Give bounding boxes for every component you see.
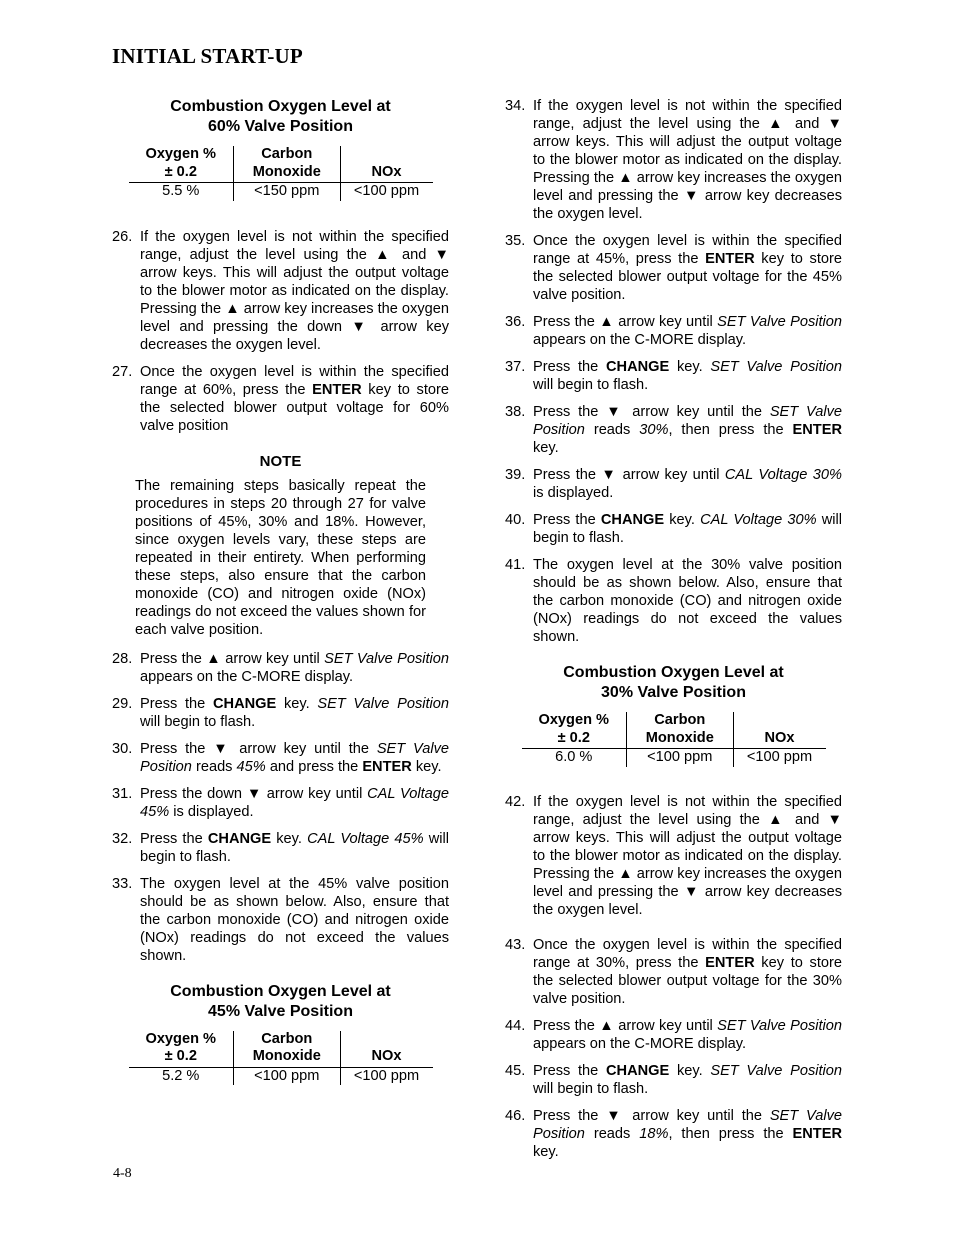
step-32: 32. Press the CHANGE key. CAL Voltage 45% will begin to flash.	[112, 830, 450, 865]
table-title-line2: 45% Valve Position	[208, 1002, 353, 1020]
left-column	[112, 97, 449, 1085]
table-title-line1: Combustion Oxygen Level at	[170, 98, 391, 115]
step-27: 27. Once the oxygen level is within the specified range at 60%, press the ENTER key to store the selected blower output voltage for 60% valve position	[112, 363, 449, 434]
cell-nox: <100 ppm	[340, 1067, 432, 1085]
step-42: 42. If the oxygen level is not within the specified range, adjust the level using the ▲ and ▼ arrow keys. This will adjust the output voltage to the blower motor as indicated on the display. Pressing the ▲ arrow key increases the oxygen level and pressing the ▼ arrow key decreases the oxygen level.	[505, 793, 842, 918]
cell-oxygen: 6.0 %	[555, 749, 593, 765]
step-30: 30. Press the ▼ arrow key until the SET Valve Position reads 45% and press the ENTER key.	[112, 740, 449, 775]
table-row	[129, 1067, 433, 1085]
table-title-line1: Combustion Oxygen Level at	[170, 982, 391, 1000]
table-title	[112, 97, 449, 137]
step-34: 34. If the oxygen level is not within the specified range, adjust the level using the ▲ and ▼ arrow keys. This will adjust the output voltage to the blower motor as indicated on the display. Pressing the ▲ arrow key increases the oxygen level and pressing the ▼ arrow key decreases the oxygen level.	[505, 98, 842, 222]
steps-list	[112, 650, 449, 965]
step-38: 38. Press the ▼ arrow key until the SET Valve Position reads 30%, then press the ENTER key.	[505, 404, 842, 456]
header-oxygen: Oxygen % ± 0.2	[129, 146, 234, 183]
step-43: 43. Once the oxygen level is within the specified range at 30%, press the ENTER key to store the selected blower output voltage for the 30% valve position.	[505, 936, 842, 1007]
header-nox: NOx	[340, 1031, 432, 1068]
page-title: INITIAL START-UP	[112, 44, 303, 68]
table-header-row	[129, 1031, 433, 1068]
data-table	[129, 146, 433, 201]
header-nox: NOx	[733, 712, 825, 749]
cell-nox: <100 ppm	[733, 749, 825, 767]
step-31: 31. Press the down ▼ arrow key until CAL Voltage 45% is displayed.	[112, 785, 450, 820]
table-title-line1: Combustion Oxygen Level at	[563, 664, 784, 681]
step-44: 44. Press the ▲ arrow key until SET Valve Position appears on the C-MORE display.	[505, 1017, 843, 1052]
note-heading: NOTE	[259, 452, 302, 470]
note-body: The remaining steps basically repeat the procedures in steps 20 through 27 for valve positions of 45%, 30% and 18%. However, since oxygen levels vary, these steps are repeated in their entirety. When performing these steps, also ensure that the carbon monoxide (CO) and nitrogen oxide (NOx) readings do not exceed the values shown for each valve position.	[135, 477, 426, 638]
oxygen-table-30	[505, 663, 842, 767]
table-row	[129, 183, 433, 201]
step-46: 46. Press the ▼ arrow key until the SET Valve Position reads 18%, then press the ENTER key.	[505, 1107, 842, 1160]
step-37: 37. Press the CHANGE key. SET Valve Position will begin to flash.	[505, 359, 843, 393]
step-40: 40. Press the CHANGE key. CAL Voltage 30% will begin to flash.	[505, 512, 843, 546]
oxygen-table-45	[112, 982, 449, 1086]
data-table	[522, 712, 826, 767]
header-carbon-monoxide: Carbon Monoxide	[627, 712, 734, 749]
step-29: 29. Press the CHANGE key. SET Valve Position will begin to flash.	[112, 695, 450, 730]
header-oxygen: Oxygen % ± 0.2	[522, 712, 627, 749]
table-title	[505, 663, 842, 703]
step-39: 39. Press the ▼ arrow key until CAL Voltage 30% is displayed.	[505, 467, 842, 501]
steps-list	[112, 228, 449, 435]
cell-carbon-monoxide: <100 ppm	[627, 749, 734, 767]
step-45: 45. Press the CHANGE key. SET Valve Position will begin to flash.	[505, 1062, 843, 1097]
data-table	[129, 1031, 433, 1086]
cell-nox: <100 ppm	[340, 183, 432, 201]
oxygen-table-60	[112, 97, 449, 201]
step-36: 36. Press the ▲ arrow key until SET Valve Position appears on the C-MORE display.	[505, 314, 843, 348]
step-35: 35. Once the oxygen level is within the specified range at 45%, press the ENTER key to store the selected blower output voltage for the 45% valve position.	[505, 233, 842, 303]
steps-list	[505, 97, 842, 646]
header-oxygen: Oxygen % ± 0.2	[129, 1031, 234, 1068]
table-header-row	[129, 146, 433, 183]
cell-oxygen: 5.5 %	[162, 183, 200, 199]
right-column	[505, 97, 842, 1170]
step-28: 28. Press the ▲ arrow key until SET Valve Position appears on the C-MORE display.	[112, 650, 450, 685]
header-carbon-monoxide: Carbon Monoxide	[234, 146, 341, 183]
table-row	[522, 749, 826, 767]
steps-list	[505, 793, 842, 1161]
table-title-line2: 30% Valve Position	[601, 684, 746, 701]
step-26: 26. If the oxygen level is not within the specified range, adjust the level using the ▲ and ▼ arrow keys. This will adjust the output voltage to the blower motor as indicated on the display. Pressing the ▲ arrow key increases the oxygen level and pressing the down ▼ arrow key decreases the oxygen level.	[112, 228, 449, 353]
table-title	[112, 982, 449, 1022]
header-carbon-monoxide: Carbon Monoxide	[234, 1031, 341, 1068]
cell-carbon-monoxide: <100 ppm	[234, 1067, 341, 1085]
page-number: 4-8	[113, 1166, 132, 1181]
header-nox: NOx	[340, 146, 432, 183]
cell-oxygen: 5.2 %	[162, 1067, 200, 1084]
cell-carbon-monoxide: <150 ppm	[234, 183, 341, 201]
step-33: 33. The oxygen level at the 45% valve position should be as shown below. Also, ensure that the carbon monoxide (CO) and nitrogen oxide (NOx) readings do not exceed the values shown.	[112, 875, 449, 964]
table-header-row	[522, 712, 826, 749]
table-title-line2: 60% Valve Position	[208, 118, 353, 135]
step-41: 41. The oxygen level at the 30% valve position should be as shown below. Also, ensure that the carbon monoxide (CO) and nitrogen oxide (NOx) readings do not exceed the values shown.	[505, 557, 842, 645]
